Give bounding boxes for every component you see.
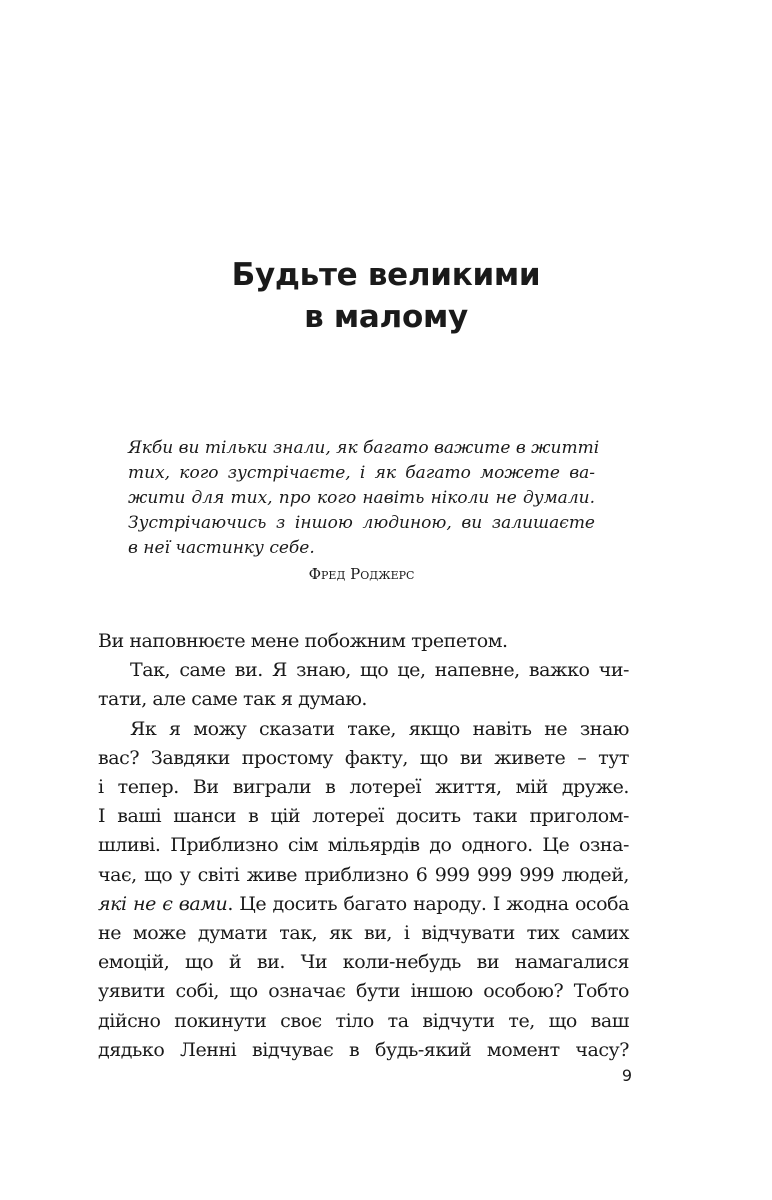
page-number: 9 <box>621 1066 632 1085</box>
paragraph-line <box>98 890 629 919</box>
paragraph-line: Так, саме ви. Я знаю, що це, напевне, важко чи- <box>130 659 629 682</box>
body-text <box>98 627 629 1065</box>
paragraph-line-rest: . Це досить багато народу. І жодна особа <box>227 892 629 915</box>
epigraph-line: в неї частинку себе. <box>128 538 315 558</box>
italic-emphasis: які не є вами <box>98 892 228 915</box>
paragraph-line: уявити собі, що означає бути іншою особою? Тобто <box>98 980 629 1003</box>
paragraph-line: і тепер. Ви виграли в лотереї життя, мій друже. <box>98 776 629 799</box>
paragraph-line: чає, що у світі живе приблизно 6 999 999 999 людей, <box>98 863 629 886</box>
chapter-title-line-2: в малому <box>304 299 468 335</box>
epigraph-line: тих, кого зустрічаєте, і як багато можете ва- <box>128 463 595 483</box>
paragraph-line: дійсно покинути своє тіло та відчути те, що ваш <box>98 1009 629 1032</box>
paragraph-line: тати, але саме так я думаю. <box>98 688 367 711</box>
paragraph-line: І ваші шанси в цій лотереї досить таки приголом- <box>98 805 629 828</box>
epigraph-quote <box>128 436 600 561</box>
paragraph-line: Як я можу сказати таке, якщо навіть не знаю <box>130 717 629 740</box>
paragraph-line: емоцій, що й ви. Чи коли-небудь ви намагалися <box>98 951 629 974</box>
epigraph-line: Зустрічаючись з іншою людиною, ви залишаєте <box>128 513 595 533</box>
chapter-title-line-1: Будьте великими <box>231 257 541 293</box>
epigraph-line: Якби ви тільки знали, як багато важите в житті <box>128 438 600 458</box>
chapter-title <box>0 254 772 338</box>
paragraph-line: дядько Ленні відчуває в будь-який момент часу? <box>98 1038 629 1061</box>
paragraph-line: Ви наповнюєте мене побожним трепетом. <box>98 630 508 652</box>
paragraph-line: не може думати так, як ви, і відчувати тих самих <box>98 922 629 945</box>
epigraph-author: Фред Роджерс <box>308 565 415 583</box>
epigraph-line: жити для тих, про кого навіть ніколи не думали. <box>128 488 595 508</box>
paragraph-line: шливі. Приблизно сім мільярдів до одного. Це озна- <box>98 834 629 857</box>
paragraph-line: вас? Завдяки простому факту, що ви живете – тут <box>98 746 629 769</box>
